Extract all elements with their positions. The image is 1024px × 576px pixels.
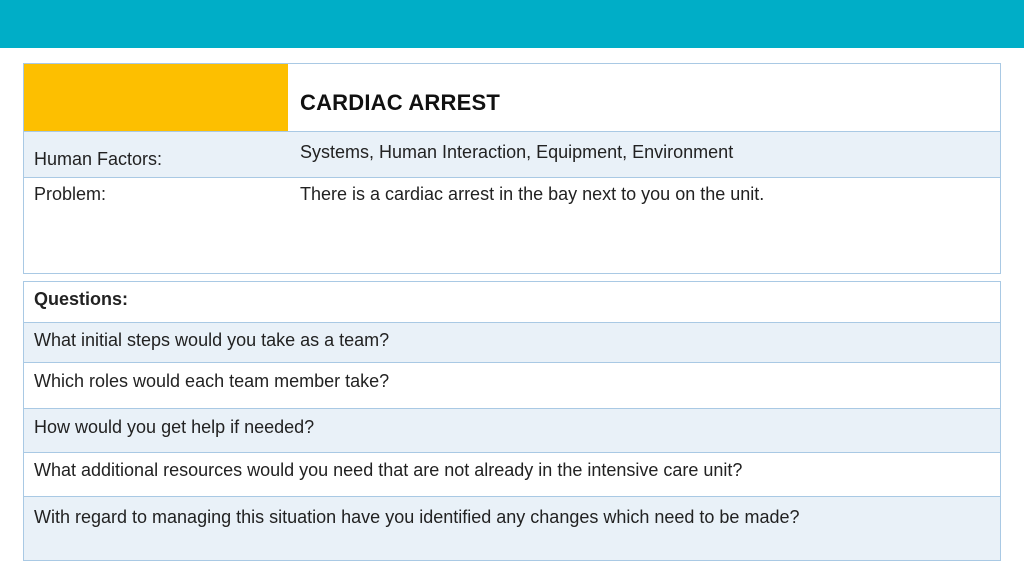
- problem-label: Problem:: [34, 184, 107, 204]
- top-color-band: [0, 0, 1024, 48]
- accent-cell: [24, 64, 288, 131]
- questions-header-row: [24, 282, 1000, 323]
- question-text: What initial steps would you take as a team?: [34, 330, 390, 350]
- problem-value: There is a cardiac arrest in the bay next to you on the unit.: [300, 184, 765, 204]
- questions-table: [23, 281, 1001, 561]
- scenario-table: [23, 63, 1001, 274]
- human-factors-value: Systems, Human Interaction, Equipment, Environment: [300, 142, 734, 162]
- question-row: [24, 453, 1000, 497]
- question-row: [24, 497, 1000, 560]
- question-row: [24, 363, 1000, 409]
- human-factors-row: [24, 132, 1000, 178]
- question-row: [24, 323, 1000, 363]
- human-factors-label: Human Factors:: [34, 149, 163, 169]
- question-row: [24, 409, 1000, 453]
- question-text: What additional resources would you need that are not already in the intensive care unit?: [34, 460, 743, 480]
- problem-row: [24, 178, 1000, 273]
- question-text: With regard to managing this situation have you identified any changes which need to be made?: [34, 507, 800, 527]
- scenario-title-row: [24, 64, 1000, 132]
- question-text: How would you get help if needed?: [34, 417, 315, 437]
- question-text: Which roles would each team member take?: [34, 371, 390, 391]
- scenario-title: CARDIAC ARREST: [300, 90, 500, 115]
- questions-header: Questions:: [34, 289, 129, 309]
